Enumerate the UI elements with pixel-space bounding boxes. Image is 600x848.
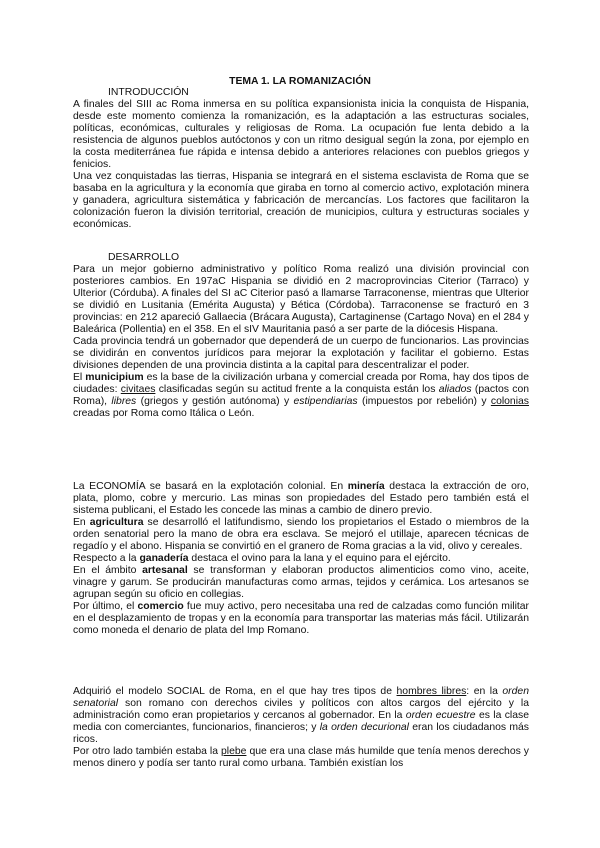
term-mineria: minería [347,481,385,492]
section-heading-introduccion: INTRODUCCIÓN [108,87,189,98]
paragraph: La ECONOMÍA se basará en la explotación colonial. En minería destaca la extracción de oro, plata, plomo, cobre y mercurio. Las minas son propiedades del Estado pero también está el sistema publicani, el Estado les concede las minas a cambio de dinero previo. [73,481,529,516]
term-ganaderia: ganadería [139,553,189,564]
paragraph: Respecto a la ganadería destaca el ovino para la lana y el equino para el ejército. [73,553,451,564]
paragraph: Adquirió el modelo SOCIAL de Roma, en el que hay tres tipos de hombres libres: en la orden senatorial son romano con derechos civiles y políticos con altos cargos del ejército y la administración como eran propietarios y cercanos al gobernador. En la orden ecuestre es la clase media con comerciantes, funcionarios, financieros; y la orden decurional eran los ciudadanos más ricos. [73,686,529,745]
introduccion-section [73,99,529,231]
paragraph: Para un mejor gobierno administrativo y político Roma realizó una división provincial con posteriores cambios. En 197aC Hispania se dividió en 2 macroprovincias Citerior (Tarraco) y Ulterior (Córduba). A finales del SI aC Citerior pasó a llamarse Tarraconense, mientras que Ulterior se dividió en Lusitania (Emérita Augusta) y Bética (Córdoba). Tarraconense se fracturó en 3 provincias: en 212 apareció Gallaecia (Brácara Augusta), Cartaginense (Cartago Nova) en el 284 y Baleárica (Pollentia) en el 358. En el sIV Mauritania pasó a ser parte de la diócesis Hispana. [73,264,529,335]
term-hombres-libres: hombres libres [396,686,467,697]
term-orden-decurional: la orden decurional [319,722,409,733]
term-agricultura: agricultura [89,517,144,528]
paragraph: A finales del SIII ac Roma inmersa en su política expansionista inicia la conquista de Hispania, desde este momento comienza la romanización, es la adaptación a las estructuras sociales, políticas, económicas, culturales y religiosas de Roma. La ocupación fue lenta debido a la resistencia de algunos pueblos autóctonos y con un ritmo desigual según la zona, por ejemplo en la costa mediterránea fue rápida e intensa debido a anteriores relaciones con pueblos griegos y fenicios. [73,99,529,170]
document-title: TEMA 1. LA ROMANIZACIÓN [229,76,371,87]
paragraph: En el ámbito artesanal se transforman y elaboran productos alimenticios como vino, aceite, vinagre y garum. Se producirán manufacturas como armas, tejidos y cerámica. Los artesanos se agrupan según su oficio en collegias. [73,565,529,600]
term-orden-ecuestre: orden ecuestre [405,710,476,721]
term-aliados: aliados [438,384,472,395]
paragraph: Por otro lado también estaba la plebe que era una clase más humilde que tenía menos derechos y menos dinero y podía ser tanto rural como urbana. También existían los [73,746,530,769]
term-municipium: municipium [85,372,144,383]
social-section [73,686,529,770]
paragraph: El municipium es la base de la civilización urbana y comercial creada por Roma, hay dos tipos de ciudades: civitaes clasificadas según su actitud frente a la conquista están los aliados (pactos con Roma), libres (griegos y gestión autónoma) y estipendiarias (impuestos por rebelión) y colonias creadas por Roma como Itálica o León. [73,372,530,419]
term-comercio: comercio [137,601,184,612]
paragraph: Por último, el comercio fue muy activo, pero necesitaba una red de calzadas como función militar en el desplazamiento de tropas y en la economía para transportar las materias más fácil. Utilizarán como moneda el denario de plata del Imp Romano. [73,601,529,636]
term-orden-senatorial: orden senatorial [73,686,529,709]
paragraph: Cada provincia tendrá un gobernador que dependerá de un cuerpo de funcionarios. Las provincias se dividirán en conventos jurídicos para mejorar la explotación y facilitar el gobierno. Estas divisiones dependen de una provincia distinta a la capital para descentralizar el poder. [73,336,529,371]
paragraph: Una vez conquistadas las tierras, Hispania se integrará en el sistema esclavista de Roma que se basaba en la agricultura y la economía que giraba en torno al comercio activo, explotación minera y ganadera, agricultura sistemática y fabricación de mercancías. Los factores que facilitaron la colonización fueron la división territorial, creación de municipios, cultura y estructuras sociales y económicas. [73,171,529,230]
economia-section [73,481,529,637]
term-plebe: plebe [221,746,247,757]
paragraph: En agricultura se desarrolló el latifundismo, siendo los propietarios el Estado o miembros de la orden senatorial pero la mano de obra era esclava. Se mejoró el utillaje, aparecen técnicas de regadío y el abono. Hispania se convirtió en el granero de Roma gracias a la vid, olivo y cereales. [73,517,529,552]
term-colonias: colonias [490,396,529,407]
term-estipendiarias: estipendiarias [293,396,358,407]
term-civitaes: civitaes [120,384,156,395]
section-heading-desarrollo: DESARROLLO [108,252,180,263]
term-libres: libres [111,396,137,407]
term-artesanal: artesanal [142,565,188,576]
desarrollo-section [73,264,529,420]
